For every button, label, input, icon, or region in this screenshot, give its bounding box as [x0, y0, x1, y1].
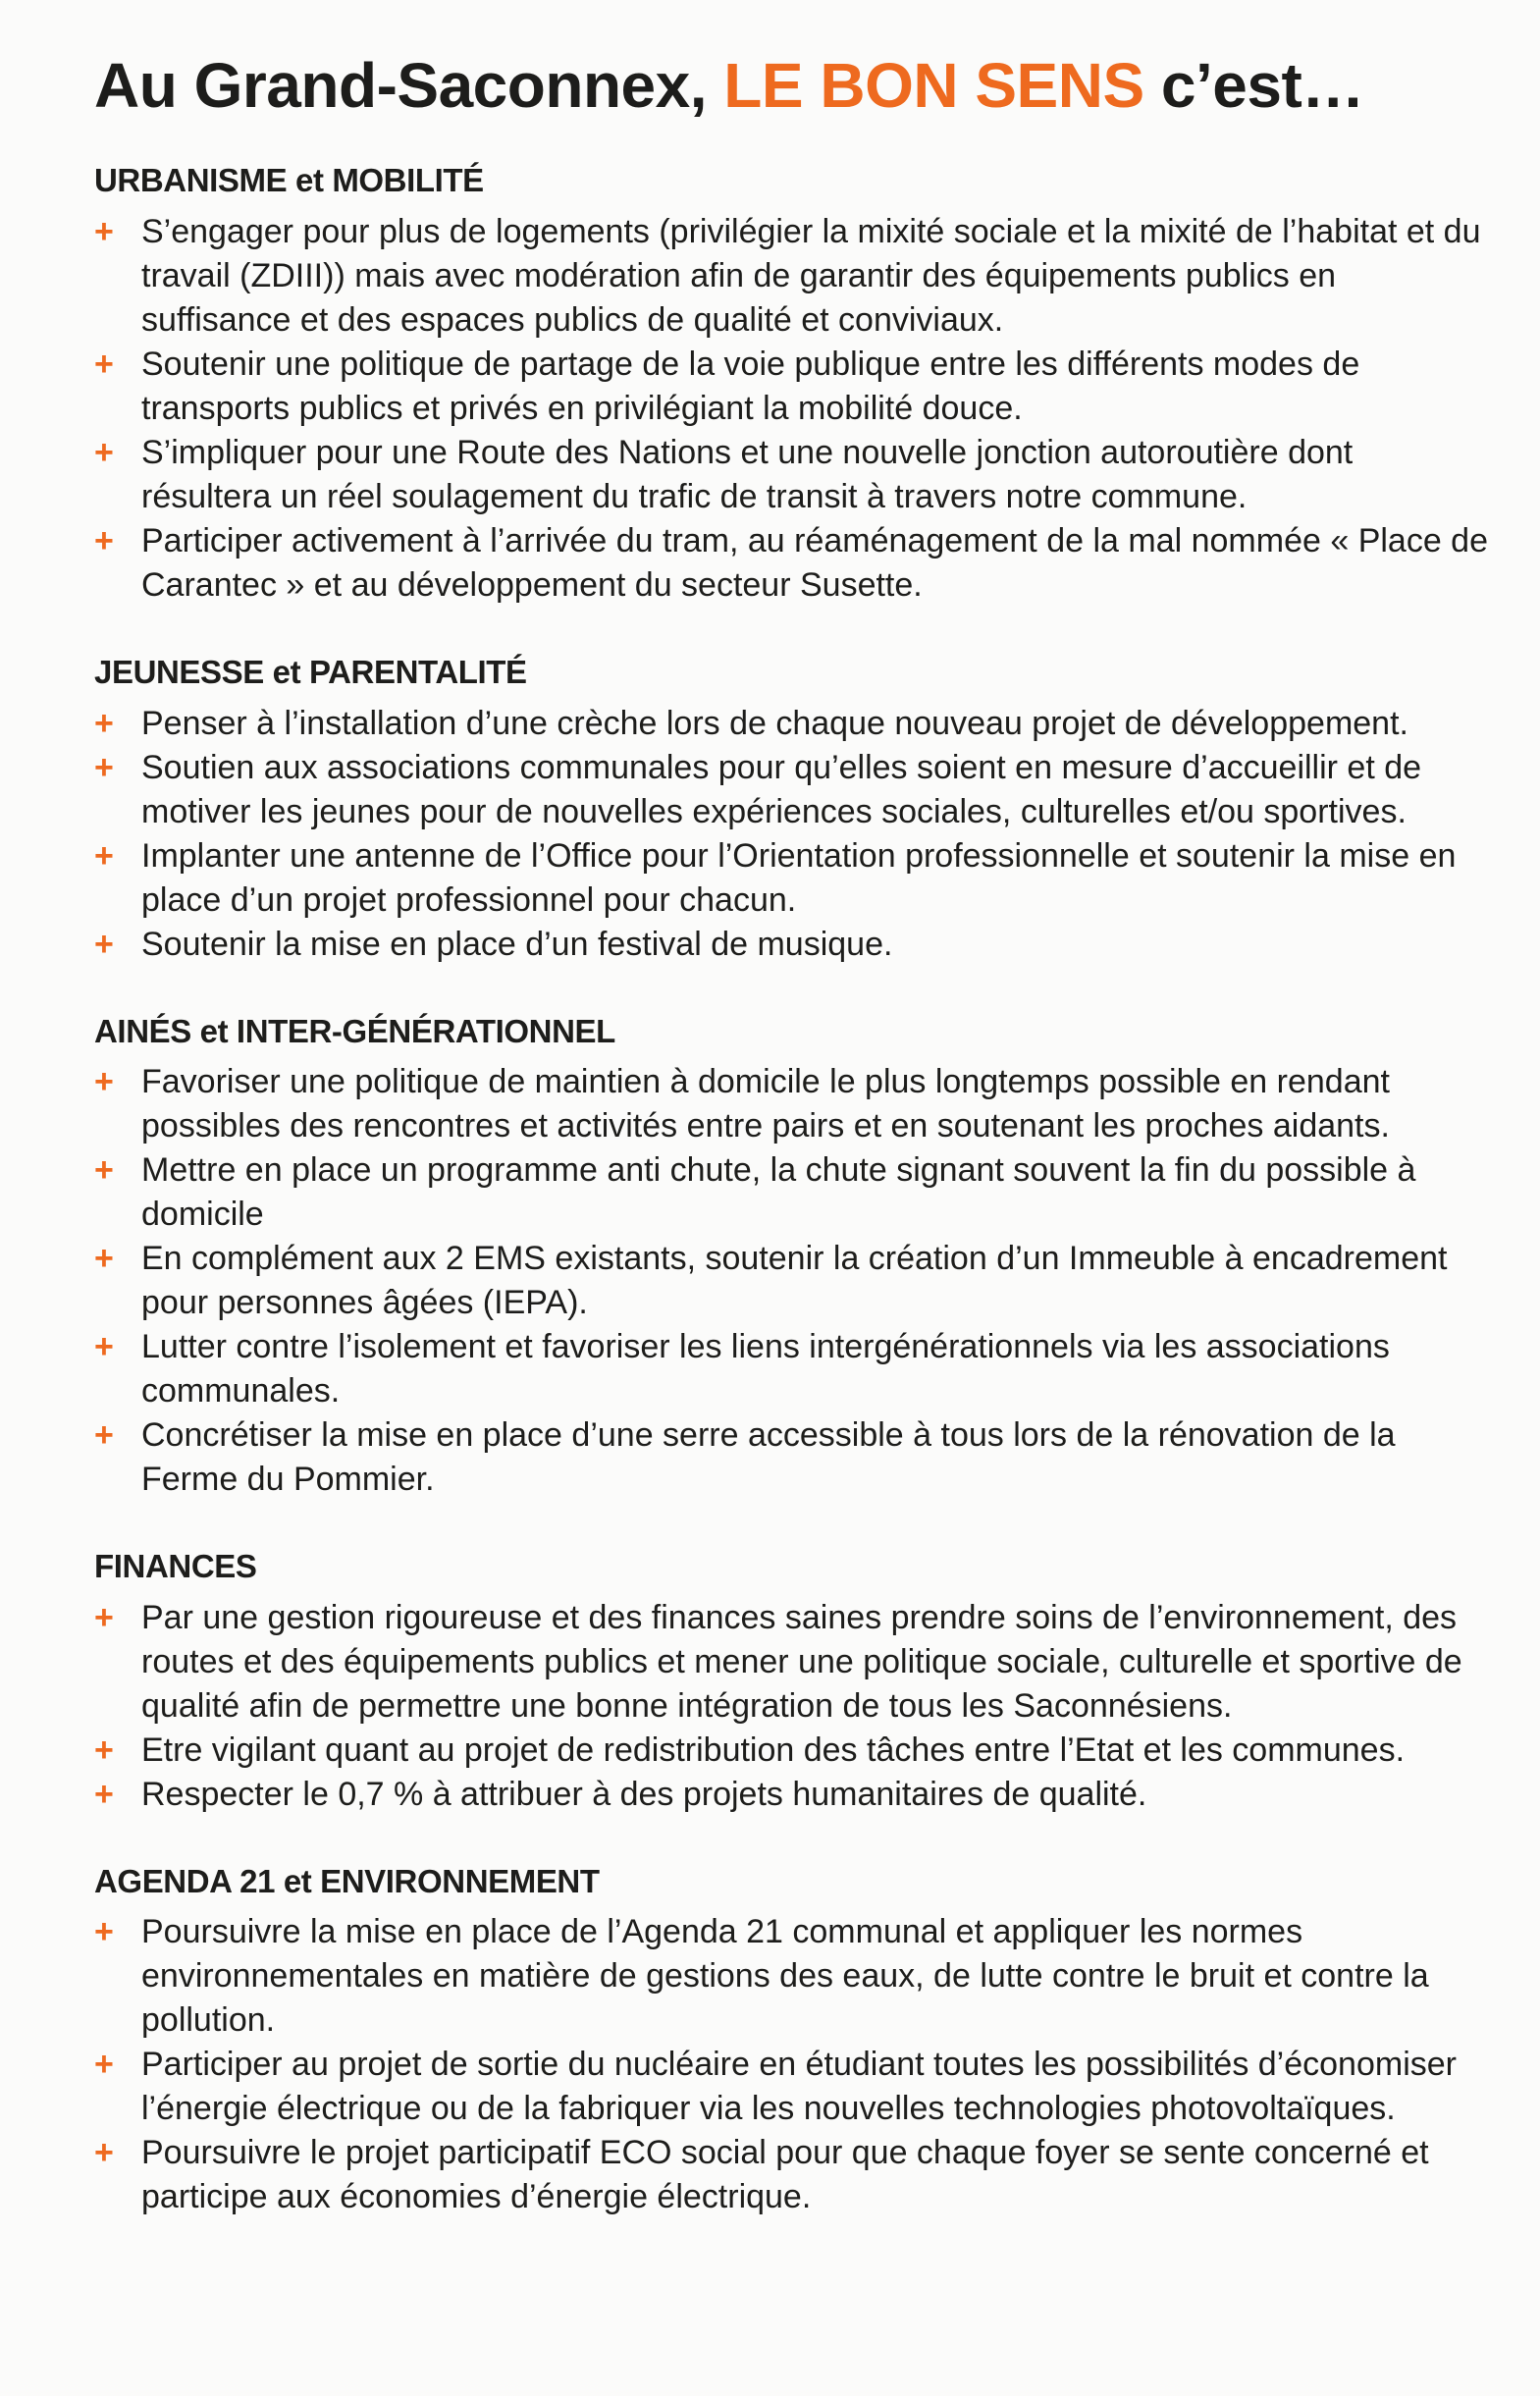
section-title: URBANISME et MOBILITÉ: [94, 162, 484, 199]
list-item: [94, 746, 1488, 834]
plus-icon: +: [94, 836, 114, 875]
list-item: [94, 519, 1488, 608]
title-suffix: c’est…: [1143, 50, 1364, 121]
item-text: Par une gestion rigoureuse et des finances saines prendre soins de l’environnement, des routes et des équipements publics et mener une politique sociale, culturelle et sportive de qualité afin de permettre une bonne intégration de tous les Saconnésiens.: [141, 1598, 1462, 1725]
plus-icon: +: [94, 748, 114, 786]
item-list: [94, 1596, 1488, 1817]
title-prefix: Au Grand-Saconnex,: [94, 50, 724, 121]
list-item: [94, 1060, 1488, 1148]
section-finances: [94, 1547, 1488, 1817]
plus-icon: +: [94, 1063, 114, 1101]
section-title: AGENDA 21 et ENVIRONNEMENT: [94, 1862, 600, 1899]
plus-icon: +: [94, 925, 114, 963]
item-list: [94, 210, 1488, 608]
plus-icon: +: [94, 704, 114, 742]
plus-icon: +: [94, 1151, 114, 1190]
section-agenda21: [94, 1862, 1488, 2220]
list-item: [94, 431, 1488, 519]
list-item: [94, 1596, 1488, 1729]
section-title: AINÉS et INTER-GÉNÉRATIONNEL: [94, 1012, 615, 1049]
item-text: S’engager pour plus de logements (privilégier la mixité sociale et la mixité de l’habitat et du travail (ZDIII)) mais avec modération afin de garantir des équipements publics en suffisance et des espaces publics de qualité et conviviaux.: [141, 212, 1481, 339]
item-list: [94, 702, 1488, 967]
plus-icon: +: [94, 1775, 114, 1813]
section-urbanisme: [94, 161, 1488, 608]
list-item: [94, 343, 1488, 431]
list-item: [94, 834, 1488, 923]
item-list: [94, 1910, 1488, 2219]
plus-icon: +: [94, 345, 114, 383]
item-text: Participer au projet de sortie du nucléaire en étudiant toutes les possibilités d’économiser l’énergie électrique ou de la fabriquer via les nouvelles technologies photovoltaïques.: [141, 2046, 1457, 2128]
item-text: Soutenir la mise en place d’un festival de musique.: [141, 925, 893, 963]
item-text: S’impliquer pour une Route des Nations et une nouvelle jonction autoroutière dont résultera un réel soulagement du trafic de transit à travers notre commune.: [141, 433, 1354, 515]
item-list: [94, 1060, 1488, 1502]
item-text: En complément aux 2 EMS existants, soutenir la création d’un Immeuble à encadrement pour personnes âgées (IEPA).: [141, 1240, 1448, 1322]
page-title: [94, 51, 1488, 120]
list-item: [94, 210, 1488, 343]
list-item: [94, 923, 1488, 967]
list-item: [94, 1148, 1488, 1237]
list-item: [94, 1325, 1488, 1413]
item-text: Concrétiser la mise en place d’une serre accessible à tous lors de la rénovation de la Ferme du Pommier.: [141, 1416, 1396, 1499]
list-item: [94, 1729, 1488, 1773]
item-text: Participer activement à l’arrivée du tram, au réaménagement de la mal nommée « Place de Carantec » et au développement du secteur Susette.: [141, 521, 1489, 604]
list-item: [94, 2131, 1488, 2219]
item-text: Respecter le 0,7 % à attribuer à des projets humanitaires de qualité.: [141, 1775, 1147, 1813]
item-text: Etre vigilant quant au projet de redistribution des tâches entre l’Etat et les communes.: [141, 1730, 1406, 1769]
list-item: [94, 1237, 1488, 1325]
title-accent: LE BON SENS: [723, 50, 1144, 121]
item-text: Soutenir une politique de partage de la voie publique entre les différents modes de transports publics et privés en privilégiant la mobilité douce.: [141, 345, 1360, 427]
section-aines: [94, 1012, 1488, 1503]
plus-icon: +: [94, 1913, 114, 1951]
section-title: JEUNESSE et PARENTALITÉ: [94, 653, 527, 690]
item-text: Implanter une antenne de l’Office pour l’Orientation professionnelle et soutenir la mise en place d’un projet professionnel pour chacun.: [141, 836, 1457, 919]
plus-icon: +: [94, 521, 114, 559]
plus-icon: +: [94, 212, 114, 250]
list-item: [94, 2043, 1488, 2131]
list-item: [94, 1413, 1488, 1502]
document-page: [94, 51, 1488, 2264]
section-title: FINANCES: [94, 1548, 257, 1585]
item-text: Mettre en place un programme anti chute, la chute signant souvent la fin du possible à domicile: [141, 1151, 1416, 1234]
plus-icon: +: [94, 1730, 114, 1769]
item-text: Poursuivre la mise en place de l’Agenda 21 communal et appliquer les normes environnementales en matière de gestions des eaux, de lutte contre le bruit et contre la pollution.: [141, 1913, 1429, 2040]
plus-icon: +: [94, 1328, 114, 1366]
item-text: Penser à l’installation d’une crèche lors de chaque nouveau projet de développement.: [141, 704, 1408, 742]
item-text: Favoriser une politique de maintien à domicile le plus longtemps possible en rendant possibles des rencontres et activités entre pairs et en soutenant les proches aidants.: [141, 1063, 1390, 1145]
plus-icon: +: [94, 1598, 114, 1636]
plus-icon: +: [94, 2046, 114, 2084]
plus-icon: +: [94, 1240, 114, 1278]
list-item: [94, 702, 1488, 746]
plus-icon: +: [94, 1416, 114, 1455]
plus-icon: +: [94, 2134, 114, 2172]
item-text: Lutter contre l’isolement et favoriser les liens intergénérationnels via les associations communales.: [141, 1328, 1390, 1411]
list-item: [94, 1910, 1488, 2043]
item-text: Poursuivre le projet participatif ECO social pour que chaque foyer se sente concerné et participe aux économies d’énergie électrique.: [141, 2134, 1429, 2216]
section-jeunesse: [94, 653, 1488, 967]
plus-icon: +: [94, 433, 114, 471]
list-item: [94, 1773, 1488, 1817]
item-text: Soutien aux associations communales pour qu’elles soient en mesure d’accueillir et de motiver les jeunes pour de nouvelles expériences sociales, culturelles et/ou sportives.: [141, 748, 1422, 830]
